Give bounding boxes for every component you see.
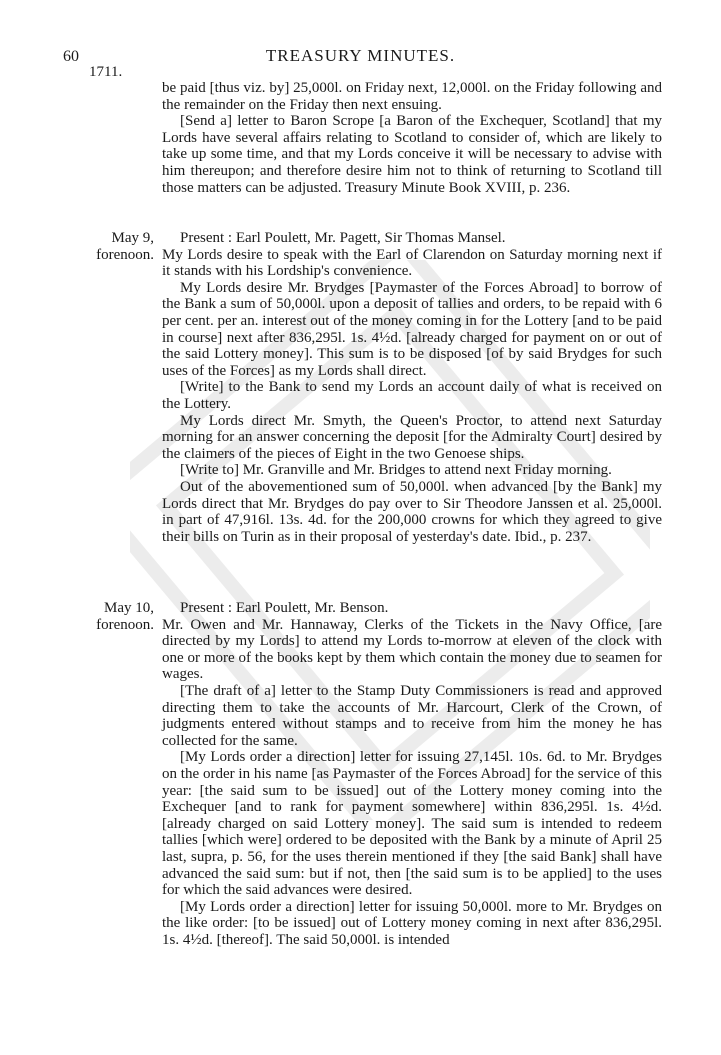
margin-note-may-10: [82, 600, 154, 634]
margin-date: May 10,: [104, 600, 154, 616]
present-line: Present : Earl Poulett, Mr. Benson.: [180, 600, 389, 616]
paragraph: [My Lords order a direction] letter for issuing 50,000l. more to Mr. Brydges on the like order: [to be issued] out of Lottery money coming in next after 836,295l. 1s. 4½d. [thereof]. The said 50,000l. is intended: [162, 898, 662, 948]
margin-note-may-9: [82, 230, 154, 264]
paragraph: [My Lords order a direction] letter for issuing 27,145l. 10s. 6d. to Mr. Brydges on the order in his name [as Paymaster of the Forces Abroad] for the service of this year: [the said sum to be issued] out of the Lottery money coming into the Exchequer [and to rank for payment somewhere] within 836,295l. 1s. 4½d. [already charged on said Lottery money]. The said sum is intended to redeem tallies [which were] ordered to be deposited with the Bank by a minute of April 25 last, supra, p. 56, for the uses therein mentioned if they [the said Bank] shall have advanced the said sum: but if not, then [the said sum is to be applied] to the uses for which the said advances were desired.: [162, 749, 662, 899]
paragraph: Out of the abovementioned sum of 50,000l. when advanced [by the Bank] my Lords direct that Mr. Brydges do pay over to Sir Theodore Janssen et al. 25,000l. in part of 47,916l. 13s. 4d. for the 200,000 crowns for which they agreed to give their bills on Turin as in their proposal of yesterday's date. Ibid., p. 237.: [162, 478, 662, 545]
margin-date: May 9,: [111, 230, 154, 246]
section-may-9: [162, 230, 662, 545]
paragraph: [Write to] Mr. Granville and Mr. Bridges to attend next Friday morning.: [180, 462, 612, 479]
paragraph: My Lords desire Mr. Brydges [Paymaster of the Forces Abroad] to borrow of the Bank a sum of 50,000l. upon a deposit of tallies and orders, to be repaid with 6 per cent. per an. interest out of the money coming in for the Lottery [and to be paid in course] next after 836,295l. 1s. 4½d. [already charged for payment on or out of the said Lottery money]. This sum is to be disposed [of by said Brydges for such uses of the Forces] as my Lords shall direct.: [162, 279, 662, 379]
page-number: 60: [63, 48, 79, 65]
margin-time: forenoon.: [96, 247, 154, 263]
paragraph: Mr. Owen and Mr. Hannaway, Clerks of the Tickets in the Navy Office, [are directed by my Lords] to attend my Lords to-morrow at eleven of the clock with one or more of the books kept by them which contain the money due to seamen for wages.: [162, 616, 662, 683]
margin-year: 1711.: [89, 64, 123, 80]
present-line: Present : Earl Poulett, Mr. Pagett, Sir Thomas Mansel.: [180, 230, 506, 246]
section-continuation: [162, 80, 662, 196]
section-may-10: [162, 600, 662, 948]
paragraph: [Write] to the Bank to send my Lords an account daily of what is received on the Lottery.: [162, 379, 662, 412]
paragraph: My Lords direct Mr. Smyth, the Queen's Proctor, to attend next Saturday morning for an answer concerning the deposit [for the Admiralty Court] desired by the claimers of the pieces of Eight in the two Genoese ships.: [162, 412, 662, 462]
paragraph: be paid [thus viz. by] 25,000l. on Friday next, 12,000l. on the Friday following and the remainder on the Friday then next ensuing.: [162, 80, 662, 113]
running-title: TREASURY MINUTES.: [265, 46, 456, 65]
paragraph: [Send a] letter to Baron Scrope [a Baron of the Exchequer, Scotland] that my Lords have several affairs relating to Scotland to consider of, which are likely to take up some time, and that my Lords conceive it will be necessary to advise with him thereupon; and therefore desire him not to think of returning to Scotland till those matters can be adjusted. Treasury Minute Book XVIII, p. 236.: [162, 113, 662, 196]
paragraph: My Lords desire to speak with the Earl of Clarendon on Saturday morning next if it stands with his Lordship's convenience.: [162, 246, 662, 280]
paragraph: [The draft of a] letter to the Stamp Duty Commissioners is read and approved directing them to take the accounts of Mr. Harcourt, Clerk of the Crown, of judgments entered without stamps and to receive from him the money he has collected for the same.: [162, 682, 662, 749]
margin-time: forenoon.: [96, 617, 154, 633]
